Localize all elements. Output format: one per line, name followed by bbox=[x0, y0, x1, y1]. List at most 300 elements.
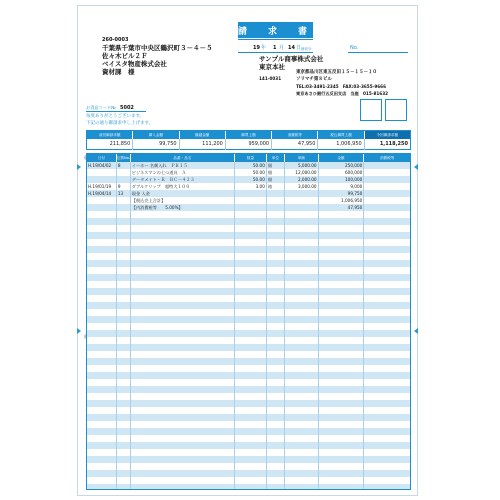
table-cell bbox=[319, 414, 365, 421]
table-cell bbox=[235, 211, 267, 218]
detail-header: 数量 bbox=[235, 154, 267, 162]
table-cell bbox=[364, 232, 410, 239]
table-cell bbox=[87, 456, 117, 463]
table-cell bbox=[364, 169, 410, 176]
table-cell: 12,000.00 bbox=[285, 169, 319, 176]
table-cell bbox=[87, 470, 117, 477]
table-cell bbox=[364, 414, 410, 421]
table-cell bbox=[117, 365, 131, 372]
table-cell bbox=[87, 323, 117, 330]
table-cell bbox=[117, 211, 131, 218]
table-cell bbox=[364, 463, 410, 470]
table-cell bbox=[267, 400, 285, 407]
table-cell bbox=[319, 484, 365, 490]
summary-header: 税込御買上額 bbox=[318, 131, 364, 139]
table-cell: ダブルクリップ 超特大１００ bbox=[131, 183, 235, 190]
table-cell bbox=[87, 344, 117, 351]
table-cell bbox=[285, 463, 319, 470]
empty-table-row bbox=[87, 456, 410, 463]
table-cell bbox=[267, 190, 285, 197]
table-cell bbox=[319, 316, 365, 323]
table-cell: 個 bbox=[267, 176, 285, 183]
table-cell bbox=[235, 351, 267, 358]
table-cell bbox=[285, 379, 319, 386]
date-month: 1 bbox=[273, 45, 277, 51]
table-cell bbox=[87, 253, 117, 260]
table-cell bbox=[131, 400, 235, 407]
table-cell bbox=[235, 337, 267, 344]
table-cell bbox=[131, 225, 235, 232]
table-cell bbox=[267, 442, 285, 449]
table-cell bbox=[267, 435, 285, 442]
table-cell: 2,000.00 bbox=[285, 176, 319, 183]
summary-value: 47,950 bbox=[272, 139, 318, 150]
recipient-postal: 260-0003 bbox=[102, 37, 129, 43]
table-cell bbox=[235, 407, 267, 414]
table-cell bbox=[235, 295, 267, 302]
table-cell bbox=[235, 316, 267, 323]
summary-header: 前回御請求額 bbox=[87, 131, 133, 139]
empty-table-row bbox=[87, 239, 410, 246]
table-cell bbox=[235, 302, 267, 309]
table-cell bbox=[285, 197, 319, 204]
table-cell bbox=[319, 470, 365, 477]
table-cell bbox=[364, 316, 410, 323]
table-cell bbox=[364, 246, 410, 253]
table-cell bbox=[131, 358, 235, 365]
table-cell bbox=[285, 414, 319, 421]
date-day-unit: 日 bbox=[296, 45, 302, 51]
table-cell bbox=[131, 337, 235, 344]
table-cell bbox=[87, 204, 117, 211]
table-cell bbox=[131, 288, 235, 295]
detail-header: 日付 bbox=[87, 154, 117, 162]
table-cell bbox=[235, 253, 267, 260]
empty-table-row bbox=[87, 393, 410, 400]
table-cell bbox=[117, 281, 131, 288]
table-cell bbox=[285, 400, 319, 407]
empty-table-row bbox=[87, 302, 410, 309]
table-cell bbox=[267, 197, 285, 204]
table-cell bbox=[319, 330, 365, 337]
table-cell bbox=[117, 400, 131, 407]
table-cell bbox=[285, 477, 319, 484]
table-cell bbox=[131, 274, 235, 281]
table-cell bbox=[285, 316, 319, 323]
table-cell bbox=[267, 344, 285, 351]
table-cell: 現金 入金 bbox=[131, 190, 235, 197]
table-cell bbox=[267, 302, 285, 309]
date-day: 14 bbox=[288, 45, 295, 51]
table-cell bbox=[235, 281, 267, 288]
table-cell bbox=[117, 218, 131, 225]
empty-table-row bbox=[87, 449, 410, 456]
table-cell bbox=[364, 323, 410, 330]
summary-value: 111,200 bbox=[180, 139, 226, 150]
table-cell bbox=[267, 330, 285, 337]
table-cell bbox=[117, 386, 131, 393]
table-cell bbox=[117, 344, 131, 351]
table-cell bbox=[131, 246, 235, 253]
sender-address1: 東京都品川区東五反田１５－１５－１０ bbox=[296, 70, 377, 75]
summary-value: 959,000 bbox=[226, 139, 272, 150]
table-cell bbox=[364, 204, 410, 211]
table-cell bbox=[87, 379, 117, 386]
table-cell bbox=[117, 330, 131, 337]
table-cell bbox=[87, 316, 117, 323]
table-cell bbox=[87, 218, 117, 225]
table-cell bbox=[131, 365, 235, 372]
table-cell bbox=[131, 330, 235, 337]
empty-table-row bbox=[87, 365, 410, 372]
table-cell bbox=[235, 421, 267, 428]
table-cell bbox=[285, 323, 319, 330]
customer-code: 5002 bbox=[120, 105, 134, 111]
table-cell bbox=[235, 218, 267, 225]
summary-value: 1,006,950 bbox=[318, 139, 364, 150]
table-cell bbox=[364, 470, 410, 477]
table-cell bbox=[235, 414, 267, 421]
table-cell bbox=[267, 232, 285, 239]
table-cell bbox=[285, 351, 319, 358]
table-cell bbox=[131, 463, 235, 470]
empty-table-row bbox=[87, 246, 410, 253]
table-cell bbox=[117, 295, 131, 302]
table-cell bbox=[285, 232, 319, 239]
table-cell bbox=[364, 372, 410, 379]
number-underline bbox=[348, 52, 408, 53]
table-cell: 個 bbox=[267, 169, 285, 176]
table-cell bbox=[364, 351, 410, 358]
table-cell bbox=[267, 267, 285, 274]
recipient-company: ベイスタ物産株式会社 bbox=[102, 60, 167, 68]
table-cell bbox=[285, 281, 319, 288]
table-cell: イーホー 名刺入れ ＰＫ１５ bbox=[131, 162, 235, 169]
table-cell bbox=[319, 449, 365, 456]
table-cell bbox=[117, 449, 131, 456]
table-cell bbox=[87, 414, 117, 421]
table-cell bbox=[131, 393, 235, 400]
invoice-sheet bbox=[77, 5, 418, 496]
empty-table-row bbox=[87, 463, 410, 470]
table-cell bbox=[87, 400, 117, 407]
table-cell bbox=[117, 225, 131, 232]
table-cell bbox=[364, 484, 410, 490]
table-cell bbox=[364, 225, 410, 232]
table-cell bbox=[87, 372, 117, 379]
table-cell bbox=[235, 288, 267, 295]
table-cell bbox=[87, 309, 117, 316]
table-cell bbox=[267, 379, 285, 386]
table-cell bbox=[131, 281, 235, 288]
table-cell bbox=[235, 393, 267, 400]
table-row bbox=[87, 190, 410, 197]
empty-table-row bbox=[87, 470, 410, 477]
table-cell bbox=[285, 246, 319, 253]
table-cell bbox=[364, 407, 410, 414]
empty-table-row bbox=[87, 372, 410, 379]
table-cell bbox=[235, 428, 267, 435]
empty-table-row bbox=[87, 442, 410, 449]
empty-table-row bbox=[87, 274, 410, 281]
empty-table-row bbox=[87, 477, 410, 484]
table-cell bbox=[87, 449, 117, 456]
table-cell bbox=[117, 463, 131, 470]
empty-table-row bbox=[87, 386, 410, 393]
empty-table-row bbox=[87, 225, 410, 232]
table-cell bbox=[235, 379, 267, 386]
table-cell bbox=[131, 456, 235, 463]
empty-table-row bbox=[87, 407, 410, 414]
empty-table-row bbox=[87, 218, 410, 225]
table-cell bbox=[87, 274, 117, 281]
table-cell bbox=[87, 260, 117, 267]
table-row bbox=[87, 204, 410, 211]
table-cell bbox=[131, 414, 235, 421]
table-cell bbox=[131, 295, 235, 302]
table-cell bbox=[87, 211, 117, 218]
table-cell: 50.00 bbox=[235, 162, 267, 169]
table-cell bbox=[364, 218, 410, 225]
table-cell bbox=[131, 442, 235, 449]
table-cell bbox=[117, 484, 131, 490]
table-cell bbox=[267, 358, 285, 365]
detail-rows bbox=[87, 162, 410, 489]
table-cell bbox=[117, 421, 131, 428]
table-cell bbox=[235, 449, 267, 456]
table-cell bbox=[131, 449, 235, 456]
table-cell bbox=[319, 246, 365, 253]
table-cell bbox=[235, 386, 267, 393]
table-cell: 9,000 bbox=[319, 183, 365, 190]
table-cell bbox=[364, 211, 410, 218]
empty-table-row bbox=[87, 337, 410, 344]
table-cell bbox=[319, 365, 365, 372]
table-cell bbox=[117, 288, 131, 295]
table-cell bbox=[319, 428, 365, 435]
table-cell bbox=[235, 239, 267, 246]
table-cell bbox=[285, 393, 319, 400]
table-cell bbox=[235, 456, 267, 463]
table-cell bbox=[364, 365, 410, 372]
table-cell bbox=[117, 309, 131, 316]
table-cell bbox=[235, 435, 267, 442]
empty-table-row bbox=[87, 232, 410, 239]
sender-phone: TEL:03-3491-2345 FAX:03-3655-9666 bbox=[296, 84, 386, 89]
table-cell bbox=[235, 470, 267, 477]
table-cell bbox=[285, 337, 319, 344]
table-cell bbox=[364, 253, 410, 260]
table-cell: H.19/04/02 bbox=[87, 162, 117, 169]
table-cell bbox=[117, 176, 131, 183]
table-cell bbox=[267, 414, 285, 421]
table-cell bbox=[87, 442, 117, 449]
table-cell bbox=[131, 344, 235, 351]
table-cell bbox=[364, 281, 410, 288]
table-cell bbox=[267, 246, 285, 253]
table-cell bbox=[117, 274, 131, 281]
document-title: 請 求 書 bbox=[238, 22, 313, 38]
table-cell bbox=[319, 211, 365, 218]
detail-header: 金額 bbox=[319, 154, 365, 162]
table-cell bbox=[285, 344, 319, 351]
table-cell bbox=[364, 393, 410, 400]
fold-mark bbox=[414, 164, 418, 170]
table-cell bbox=[319, 337, 365, 344]
table-cell bbox=[319, 421, 365, 428]
sender-bank: 東京あさひ銀行五反田支店 当座 015-81632 bbox=[296, 91, 389, 96]
greeting-line2: 下記の通り御請求申し上げます。 bbox=[86, 121, 154, 126]
table-cell bbox=[267, 372, 285, 379]
table-cell bbox=[285, 204, 319, 211]
table-cell bbox=[235, 477, 267, 484]
empty-table-row bbox=[87, 428, 410, 435]
date-suffix: 締切分 bbox=[301, 46, 312, 51]
summary-header: 御入金額 bbox=[133, 131, 179, 139]
table-cell: 【税込売上合計】 bbox=[131, 197, 235, 204]
table-cell bbox=[319, 323, 365, 330]
table-cell bbox=[364, 288, 410, 295]
table-cell bbox=[319, 302, 365, 309]
table-cell bbox=[87, 484, 117, 490]
table-cell bbox=[285, 421, 319, 428]
table-cell bbox=[364, 442, 410, 449]
table-cell: H.19/04/14 bbox=[87, 190, 117, 197]
empty-table-row bbox=[87, 316, 410, 323]
table-cell bbox=[319, 218, 365, 225]
table-cell bbox=[364, 330, 410, 337]
table-cell bbox=[131, 484, 235, 490]
table-cell bbox=[319, 442, 365, 449]
table-cell bbox=[285, 274, 319, 281]
table-cell bbox=[285, 288, 319, 295]
table-cell bbox=[319, 344, 365, 351]
table-cell bbox=[235, 442, 267, 449]
table-cell bbox=[117, 337, 131, 344]
table-cell bbox=[319, 463, 365, 470]
table-cell bbox=[87, 351, 117, 358]
table-cell bbox=[87, 435, 117, 442]
table-cell bbox=[285, 484, 319, 490]
table-cell bbox=[235, 204, 267, 211]
number-label: No. bbox=[350, 45, 359, 51]
table-cell bbox=[319, 379, 365, 386]
empty-table-row bbox=[87, 330, 410, 337]
date-year: 19 bbox=[253, 45, 260, 51]
table-cell bbox=[319, 358, 365, 365]
table-row bbox=[87, 169, 410, 176]
table-cell bbox=[267, 470, 285, 477]
table-cell bbox=[267, 309, 285, 316]
table-cell: 99,750 bbox=[319, 190, 365, 197]
table-cell bbox=[267, 407, 285, 414]
summary-value: 99,750 bbox=[133, 139, 179, 150]
table-cell bbox=[131, 232, 235, 239]
table-cell bbox=[319, 407, 365, 414]
table-cell bbox=[319, 253, 365, 260]
table-cell bbox=[285, 218, 319, 225]
table-cell bbox=[285, 456, 319, 463]
table-cell bbox=[87, 176, 117, 183]
table-cell bbox=[319, 309, 365, 316]
table-cell bbox=[235, 484, 267, 490]
table-cell: 9 bbox=[117, 183, 131, 190]
table-cell bbox=[267, 365, 285, 372]
table-cell bbox=[319, 239, 365, 246]
empty-table-row bbox=[87, 484, 410, 490]
table-cell bbox=[267, 484, 285, 490]
table-cell bbox=[285, 442, 319, 449]
table-cell: 5,000.00 bbox=[285, 162, 319, 169]
table-cell bbox=[364, 197, 410, 204]
table-cell bbox=[131, 421, 235, 428]
table-cell bbox=[285, 211, 319, 218]
table-cell: データメイト・Ｒ ＢＣ－４２３ bbox=[131, 176, 235, 183]
fold-mark bbox=[77, 164, 81, 170]
table-cell: 3.00 bbox=[235, 183, 267, 190]
table-cell bbox=[87, 407, 117, 414]
table-cell bbox=[267, 295, 285, 302]
table-cell bbox=[319, 232, 365, 239]
table-cell: ビジネスマンの七つ道具 Ａ bbox=[131, 169, 235, 176]
table-cell bbox=[319, 274, 365, 281]
table-cell bbox=[87, 288, 117, 295]
table-cell bbox=[131, 302, 235, 309]
table-cell bbox=[235, 463, 267, 470]
table-cell bbox=[285, 190, 319, 197]
table-cell bbox=[364, 302, 410, 309]
table-cell bbox=[364, 176, 410, 183]
table-cell bbox=[235, 330, 267, 337]
table-cell bbox=[87, 267, 117, 274]
table-cell bbox=[319, 260, 365, 267]
table-cell bbox=[131, 470, 235, 477]
detail-header: 品番・品名 bbox=[131, 154, 235, 162]
customer-code-label: お得意コード№ bbox=[86, 105, 116, 110]
table-cell bbox=[285, 386, 319, 393]
table-cell: 47,950 bbox=[319, 204, 365, 211]
sender-postal: 141-0031 bbox=[259, 76, 282, 81]
table-cell bbox=[267, 260, 285, 267]
title-underline bbox=[238, 39, 313, 40]
recipient-dept: 資材課 様 bbox=[102, 68, 135, 76]
summary-value: 1,118,250 bbox=[379, 141, 408, 147]
table-cell bbox=[285, 372, 319, 379]
table-cell bbox=[285, 365, 319, 372]
table-cell bbox=[267, 288, 285, 295]
table-cell bbox=[285, 435, 319, 442]
summary-header: 今回御請求額 bbox=[365, 131, 410, 139]
table-cell bbox=[235, 190, 267, 197]
table-cell bbox=[117, 253, 131, 260]
stamp-box bbox=[385, 99, 407, 121]
empty-table-row bbox=[87, 400, 410, 407]
empty-table-row bbox=[87, 344, 410, 351]
table-cell bbox=[117, 246, 131, 253]
table-cell bbox=[285, 267, 319, 274]
table-row bbox=[87, 183, 410, 190]
table-cell bbox=[319, 456, 365, 463]
table-cell bbox=[364, 267, 410, 274]
sender-address2: ソリマチ第８ビル bbox=[296, 77, 332, 82]
table-cell bbox=[235, 372, 267, 379]
table-cell bbox=[87, 463, 117, 470]
table-cell bbox=[131, 372, 235, 379]
table-cell bbox=[267, 211, 285, 218]
table-cell bbox=[285, 225, 319, 232]
table-cell bbox=[235, 323, 267, 330]
table-cell bbox=[87, 246, 117, 253]
